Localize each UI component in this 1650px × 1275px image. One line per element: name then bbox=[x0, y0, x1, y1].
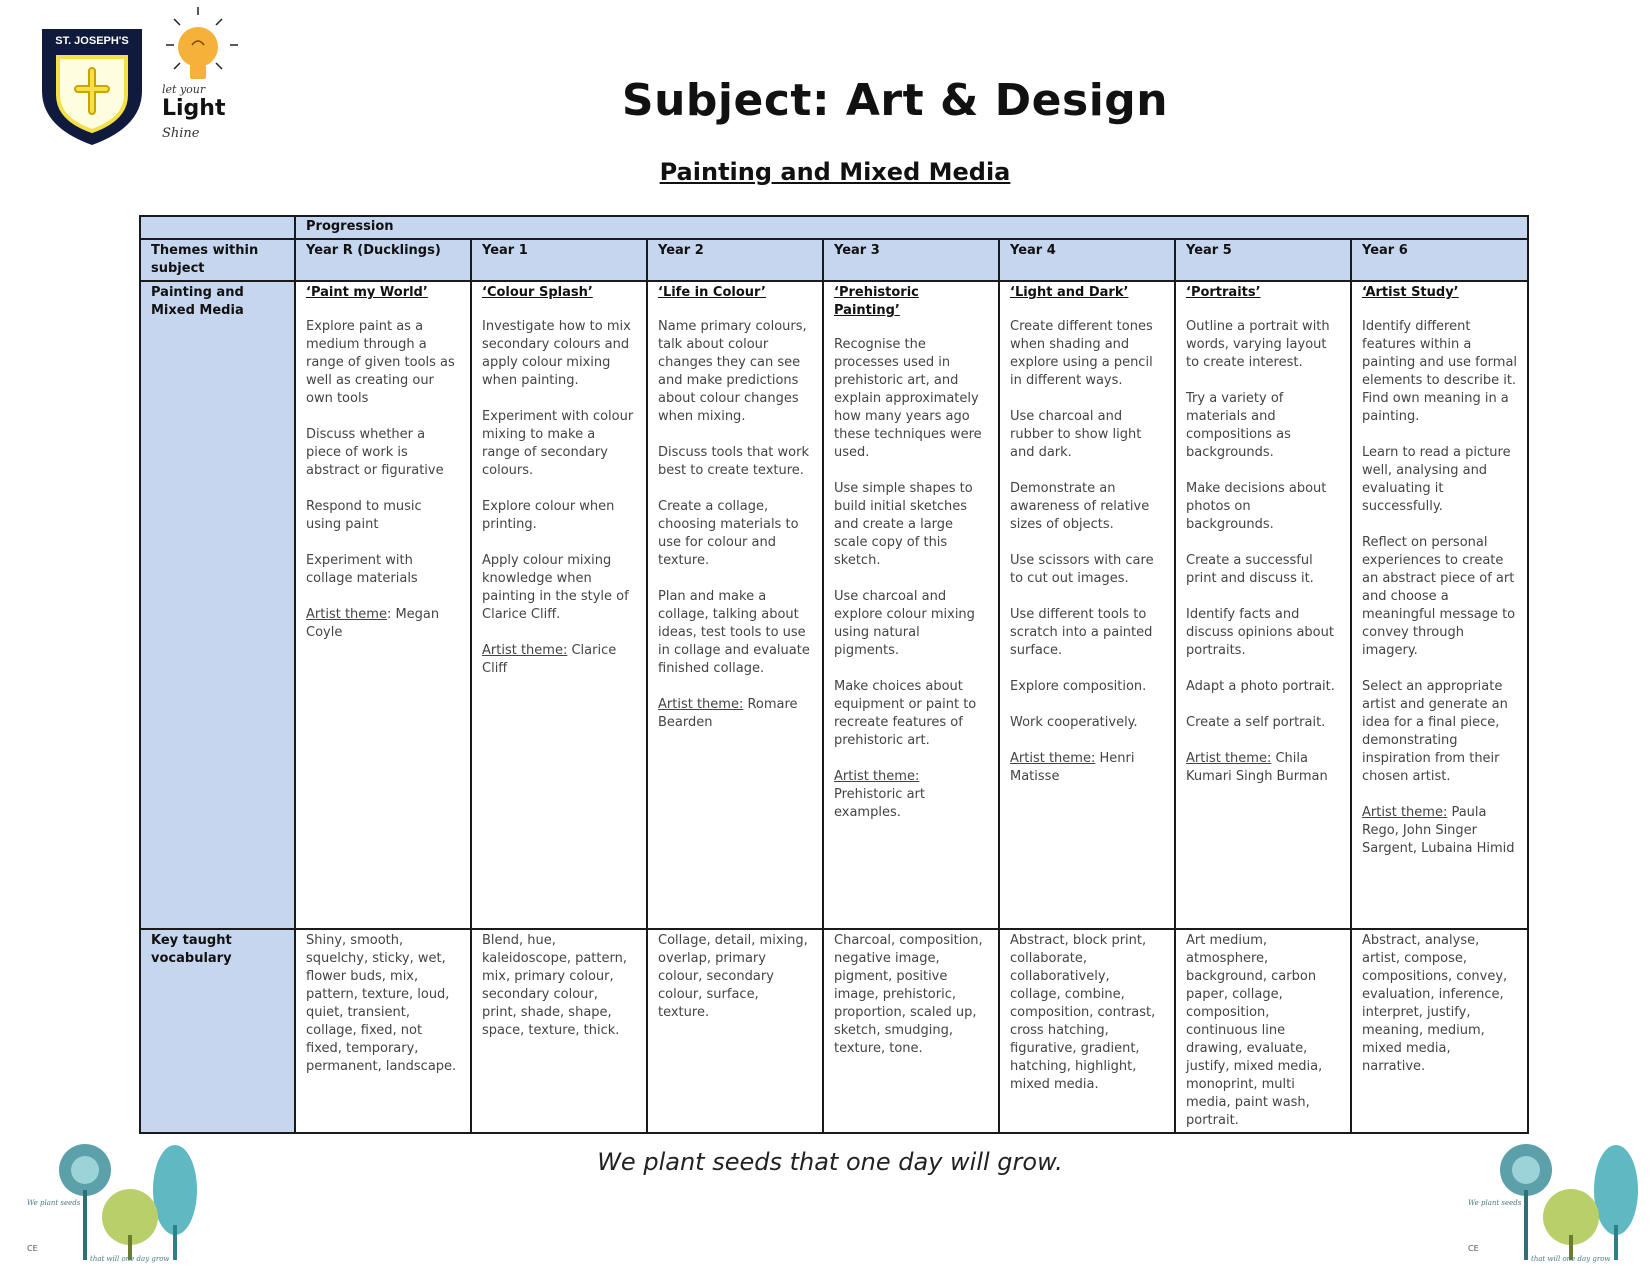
unit-title: ‘Portraits’ bbox=[1186, 285, 1261, 300]
unit-cell-year-r bbox=[295, 281, 471, 929]
year-header-row bbox=[140, 239, 1528, 281]
unit-objective: Explore composition. bbox=[1010, 679, 1147, 694]
unit-objective: Adapt a photo portrait. bbox=[1186, 679, 1335, 694]
unit-objective: Make decisions about photos on backgrounds. bbox=[1186, 481, 1327, 532]
artist-theme bbox=[1362, 804, 1517, 858]
unit-title: ‘Life in Colour’ bbox=[658, 285, 766, 300]
unit-objective: Create different tones when shading and explore using a pencil in different ways. bbox=[1010, 319, 1153, 388]
unit-objective: Create a successful print and discuss it. bbox=[1186, 553, 1314, 586]
unit-objective: Explore paint as a medium through a range of given tools as well as creating our own tools bbox=[306, 319, 455, 406]
year-header: Year 1 bbox=[471, 239, 647, 281]
vocabulary-row bbox=[140, 929, 1528, 1133]
tree-caption-left-2: that will one day grow bbox=[90, 1255, 170, 1263]
artist-name: Henri Matisse bbox=[1010, 751, 1135, 784]
vocab-cell: Abstract, analyse, artist, compose, compositions, convey, evaluation, inference, interpret, justify, meaning, medium, mixed media, narrative. bbox=[1351, 929, 1528, 1133]
unit-objective: Investigate how to mix secondary colours and apply colour mixing when painting. bbox=[482, 319, 631, 388]
unit-objective: Outline a portrait with words, varying layout to create interest. bbox=[1186, 319, 1330, 370]
unit-objective: Identify facts and discuss opinions about portraits. bbox=[1186, 607, 1334, 658]
unit-objective: Learn to read a picture well, analysing and evaluating it successfully. bbox=[1362, 445, 1511, 514]
vocab-cell: Blend, hue, kaleidoscope, pattern, mix, primary colour, secondary colour, print, shade, shape, space, texture, thick. bbox=[471, 929, 647, 1133]
unit-objective: Discuss tools that work best to create texture. bbox=[658, 445, 809, 478]
artist-name: Romare Bearden bbox=[658, 697, 798, 730]
progression-row bbox=[140, 216, 1528, 239]
artist-name: Paula Rego, John Singer Sargent, Lubaina Himid bbox=[1362, 805, 1515, 856]
ce-mark-left: CE bbox=[27, 1244, 38, 1253]
unit-objective: Explore colour when printing. bbox=[482, 499, 615, 532]
artist-theme bbox=[1010, 750, 1164, 786]
tree-caption-right-2: that will one day grow bbox=[1531, 1255, 1611, 1263]
painting-row bbox=[140, 281, 1528, 929]
vocab-cell: Shiny, smooth, squelchy, sticky, wet, flower buds, mix, pattern, texture, loud, quiet, transient, collage, fixed, not fixed, temporary, permanent, landscape. bbox=[295, 929, 471, 1133]
motto-light: Light bbox=[162, 96, 226, 121]
artist-name: Prehistoric art examples. bbox=[834, 787, 925, 820]
artist-theme-label: Artist theme: bbox=[482, 643, 568, 658]
ce-mark-right: CE bbox=[1468, 1244, 1479, 1253]
unit-cell-year-3 bbox=[823, 281, 999, 929]
artist-theme bbox=[658, 696, 812, 732]
unit-objective: Use simple shapes to build initial sketches and create a large scale copy of this sketch. bbox=[834, 481, 973, 568]
school-crest-logo bbox=[40, 27, 144, 147]
artist-theme-label: Artist theme bbox=[306, 607, 387, 622]
artist-theme-label: Artist theme: bbox=[1186, 751, 1272, 766]
artist-name: : Megan Coyle bbox=[306, 607, 440, 640]
unit-title: ‘Light and Dark’ bbox=[1010, 285, 1129, 300]
empty-header-cell bbox=[140, 216, 295, 239]
unit-title: ‘Artist Study’ bbox=[1362, 285, 1459, 300]
unit-cell-year-1 bbox=[471, 281, 647, 929]
unit-title: ‘Paint my World’ bbox=[306, 285, 428, 300]
unit-objective: Respond to music using paint bbox=[306, 499, 422, 532]
row-theme: Painting and Mixed Media bbox=[140, 281, 295, 929]
artist-theme bbox=[1186, 750, 1340, 786]
vocab-cell: Collage, detail, mixing, overlap, primary colour, secondary colour, surface, texture. bbox=[647, 929, 823, 1133]
unit-objective: Experiment with colour mixing to make a range of secondary colours. bbox=[482, 409, 634, 478]
unit-objective: Work cooperatively. bbox=[1010, 715, 1138, 730]
unit-objective: Create a self portrait. bbox=[1186, 715, 1326, 730]
year-header: Year 5 bbox=[1175, 239, 1351, 281]
vocab-cell: Charcoal, composition, negative image, pigment, positive image, prehistoric, proportion, scaled up, sketch, smudging, texture, tone. bbox=[823, 929, 999, 1133]
year-header: Year 3 bbox=[823, 239, 999, 281]
unit-objective: Experiment with collage materials bbox=[306, 553, 418, 586]
unit-objective: Use different tools to scratch into a painted surface. bbox=[1010, 607, 1153, 658]
artist-theme-label: Artist theme: bbox=[1362, 805, 1448, 820]
artist-theme bbox=[482, 642, 636, 678]
artist-name: Clarice Cliff bbox=[482, 643, 617, 676]
unit-objective: Use charcoal and rubber to show light and dark. bbox=[1010, 409, 1142, 460]
progression-table bbox=[139, 215, 1529, 1134]
tree-caption-right: We plant seeds bbox=[1468, 1199, 1522, 1207]
year-header: Year 2 bbox=[647, 239, 823, 281]
vocab-cell: Abstract, block print, collaborate, collaboratively, collage, combine, composition, contrast, cross hatching, figurative, gradient, hatching, highlight, mixed media. bbox=[999, 929, 1175, 1133]
unit-objective: Apply colour mixing knowledge when painting in the style of Clarice Cliff. bbox=[482, 553, 629, 622]
unit-objective: Make choices about equipment or paint to recreate features of prehistoric art. bbox=[834, 679, 977, 748]
svg-text:let your: let your bbox=[162, 83, 206, 96]
year-header: Year R (Ducklings) bbox=[295, 239, 471, 281]
year-header: Year 6 bbox=[1351, 239, 1528, 281]
tree-illustration-right bbox=[1466, 1135, 1641, 1265]
unit-objective: Discuss whether a piece of work is abstract or figurative bbox=[306, 427, 444, 478]
unit-objective: Recognise the processes used in prehistoric art, and explain approximately how many years ago these techniques were used. bbox=[834, 337, 982, 460]
light-bulb-logo bbox=[160, 5, 255, 150]
footer-tagline: We plant seeds that one day will grow. bbox=[597, 1148, 1063, 1176]
artist-theme bbox=[306, 606, 460, 642]
unit-objective: Identify different features within a painting and use formal elements to describe it. Find own meaning in a painting. bbox=[1362, 319, 1518, 424]
unit-cell-year-5 bbox=[1175, 281, 1351, 929]
artist-theme bbox=[834, 768, 988, 822]
unit-objective: Try a variety of materials and compositions as backgrounds. bbox=[1186, 391, 1291, 460]
svg-text:Shine: Shine bbox=[162, 126, 200, 141]
year-header: Year 4 bbox=[999, 239, 1175, 281]
artist-theme-label: Artist theme: bbox=[834, 769, 920, 784]
progression-header: Progression bbox=[295, 216, 1528, 239]
unit-objective: Reflect on personal experiences to create an abstract piece of art and choose a meaningful message to convey through imagery. bbox=[1362, 535, 1516, 658]
artist-name: Chila Kumari Singh Burman bbox=[1186, 751, 1328, 784]
unit-objective: Create a collage, choosing materials to use for colour and texture. bbox=[658, 499, 799, 568]
unit-objective: Use scissors with care to cut out images. bbox=[1010, 553, 1154, 586]
artist-theme-label: Artist theme: bbox=[658, 697, 744, 712]
themes-header: Themes within subject bbox=[140, 239, 295, 281]
unit-title: ‘Colour Splash’ bbox=[482, 285, 593, 300]
unit-cell-year-2 bbox=[647, 281, 823, 929]
artist-theme-label: Artist theme: bbox=[1010, 751, 1096, 766]
unit-objective: Demonstrate an awareness of relative sizes of objects. bbox=[1010, 481, 1150, 532]
unit-objective: Name primary colours, talk about colour changes they can see and make predictions about colour changes when mixing. bbox=[658, 319, 807, 424]
tree-illustration-left bbox=[25, 1135, 200, 1265]
page-title: Subject: Art & Design bbox=[621, 75, 1169, 126]
unit-objective: Use charcoal and explore colour mixing using natural pigments. bbox=[834, 589, 975, 658]
unit-objective: Select an appropriate artist and generate an idea for a final piece, demonstrating inspiration from their chosen artist. bbox=[1362, 679, 1508, 784]
logo-text: ST. JOSEPH'S bbox=[55, 35, 129, 47]
vocab-theme: Key taught vocabulary bbox=[140, 929, 295, 1133]
tree-caption-left: We plant seeds bbox=[27, 1199, 81, 1207]
unit-objective: Plan and make a collage, talking about ideas, test tools to use in collage and evaluate finished collage. bbox=[658, 589, 810, 676]
unit-cell-year-6 bbox=[1351, 281, 1528, 929]
unit-cell-year-4 bbox=[999, 281, 1175, 929]
page-subtitle: Painting and Mixed Media bbox=[659, 158, 1011, 186]
unit-title: ‘Prehistoric Painting’ bbox=[834, 285, 919, 318]
vocab-cell: Art medium, atmosphere, background, carbon paper, collage, composition, continuous line drawing, evaluate, justify, mixed media, monoprint, multi media, paint wash, portrait. bbox=[1175, 929, 1351, 1133]
